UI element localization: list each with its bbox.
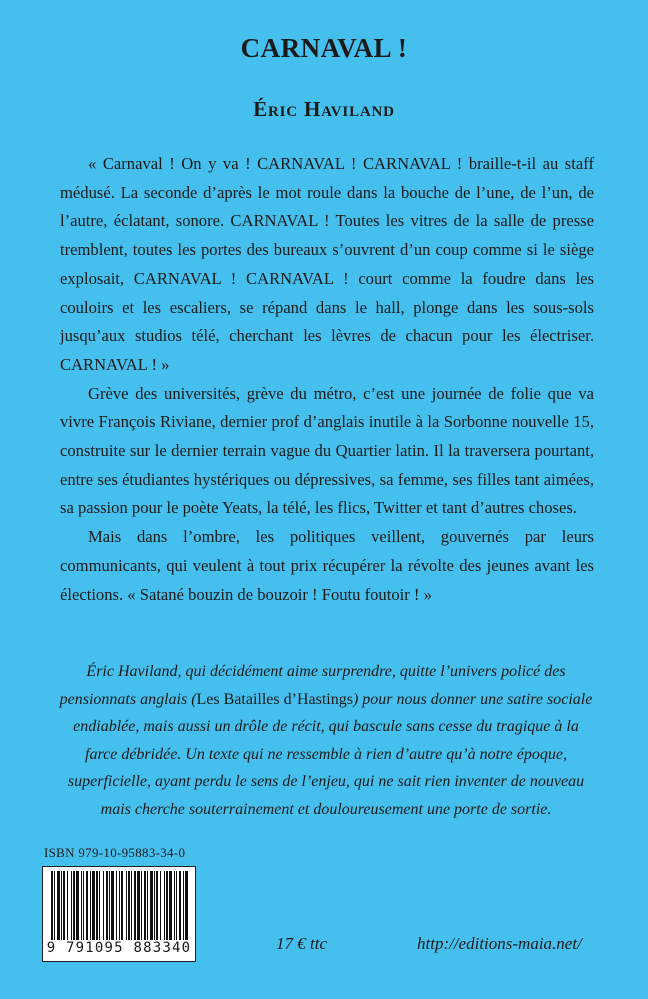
- barcode-bar: [92, 871, 95, 941]
- barcode-bar: [61, 871, 62, 941]
- blurb-paragraph: Grève des universités, grève du métro, c’est une journée de folie que va vivre François Riviane, dernier prof d’anglais inutile à la Sorbonne nouvelle 15, construite sur le dernier terrain vague du Quartier latin. Il la traversera pourtant, entre ses étudiantes hystériques ou dépressives, sa femme, ses filles tant aimées, sa passion pour le poète Yeats, la télé, les flics, Twitter et tant d’autres choses.: [60, 383, 594, 518]
- barcode-bar: [128, 871, 130, 941]
- barcode-bar: [54, 871, 55, 941]
- barcode-bar: [81, 871, 82, 941]
- barcode-bar: [183, 871, 184, 941]
- barcode-bar: [144, 871, 146, 941]
- barcode-bar: [99, 871, 100, 941]
- blurb: [60, 150, 594, 609]
- barcode-bar: [154, 871, 155, 941]
- barcode-bar: [179, 871, 181, 941]
- blurb-paragraph: « Carnaval ! On y va ! CARNAVAL ! CARNAVAL ! braille-t-il au staff médusé. La seconde d’après le mot roule dans la bouche de l’une, de l’un, de l’autre, éclatant, sonore. CARNAVAL ! Toutes les vitres de la salle de presse tremblent, toutes les portes des bureaux s’ouvrent d’un coup comme si le siège explosait, CARNAVAL ! CARNAVAL ! court comme la foudre dans les couloirs et les escaliers, se répand dans le hall, plonge dans les sous-sols jusqu’aux studios télé, cherchant les lèvres de chacun pour les électriser. CARNAVAL ! »: [60, 154, 594, 374]
- barcode-bar: [51, 871, 53, 941]
- barcode-bar: [90, 871, 91, 941]
- barcode-bar: [67, 871, 68, 941]
- barcode-bar: [185, 871, 188, 941]
- barcode-bar: [116, 871, 117, 941]
- barcode-bar: [119, 871, 120, 941]
- barcode-bar: [106, 871, 108, 941]
- barcode-bar: [71, 871, 72, 941]
- barcode-bar: [109, 871, 110, 941]
- barcode-bar: [76, 871, 79, 941]
- price: 17 € ttc: [276, 934, 327, 953]
- barcode-bar: [164, 871, 165, 941]
- isbn-label: ISBN 979-10-95883-34-0: [44, 845, 186, 860]
- barcode-bar: [126, 871, 127, 941]
- barcode-bar: [137, 871, 140, 941]
- barcode-bar: [121, 871, 123, 941]
- barcode-digits: 9 791095 883340: [43, 940, 195, 956]
- review-text: [56, 658, 596, 823]
- barcode-bar: [156, 871, 158, 941]
- barcode-bar: [134, 871, 136, 941]
- barcode-bar: [166, 871, 168, 941]
- barcode-bar: [103, 871, 104, 941]
- review-book-title: Les Batailles d’Hastings: [196, 690, 353, 708]
- barcode-bar: [73, 871, 75, 941]
- barcode-bar: [176, 871, 177, 941]
- barcode-bar: [160, 871, 161, 941]
- publisher-url[interactable]: http://editions-maia.net/: [417, 934, 582, 953]
- barcode-bar: [86, 871, 88, 941]
- barcode: [42, 866, 196, 962]
- barcode-bar: [63, 871, 65, 941]
- barcode-bar: [131, 871, 132, 941]
- blurb-paragraph: Mais dans l’ombre, les politiques veillent, gouvernés par leurs communicants, qui veulent à tout prix récupérer la révolte des jeunes avant les élections. « Satané bouzin de bouzoir ! Foutu foutoir ! »: [60, 527, 594, 604]
- barcode-bar: [96, 871, 98, 941]
- barcode-bar: [150, 871, 153, 941]
- barcode-bar: [141, 871, 142, 941]
- book-title: CARNAVAL !: [240, 33, 408, 63]
- barcode-bar: [111, 871, 114, 941]
- barcode-bar: [147, 871, 148, 941]
- barcode-bar: [57, 871, 60, 941]
- barcode-bars: [49, 871, 189, 941]
- barcode-bar: [169, 871, 172, 941]
- barcode-bar: [174, 871, 175, 941]
- review-part-2: ) pour nous donner une satire sociale endiablée, mais aussi un drôle de récit, qui bascule sans cesse du tragique à la farce débridée. Un texte qui ne ressemble à rien d’autre qu’à notre époque, superficielle, ayant perdu le sens de l’enjeu, qui ne sait rien inventer de nouveau mais cherche souterrainement et douloureusement une porte de sortie.: [67, 690, 593, 818]
- author-name: Éric Haviland: [253, 97, 395, 121]
- review-part-1: Éric Haviland, qui décidément aime surprendre, quitte l’univers policé des pensionnats anglais (: [59, 663, 566, 708]
- barcode-bar: [83, 871, 84, 941]
